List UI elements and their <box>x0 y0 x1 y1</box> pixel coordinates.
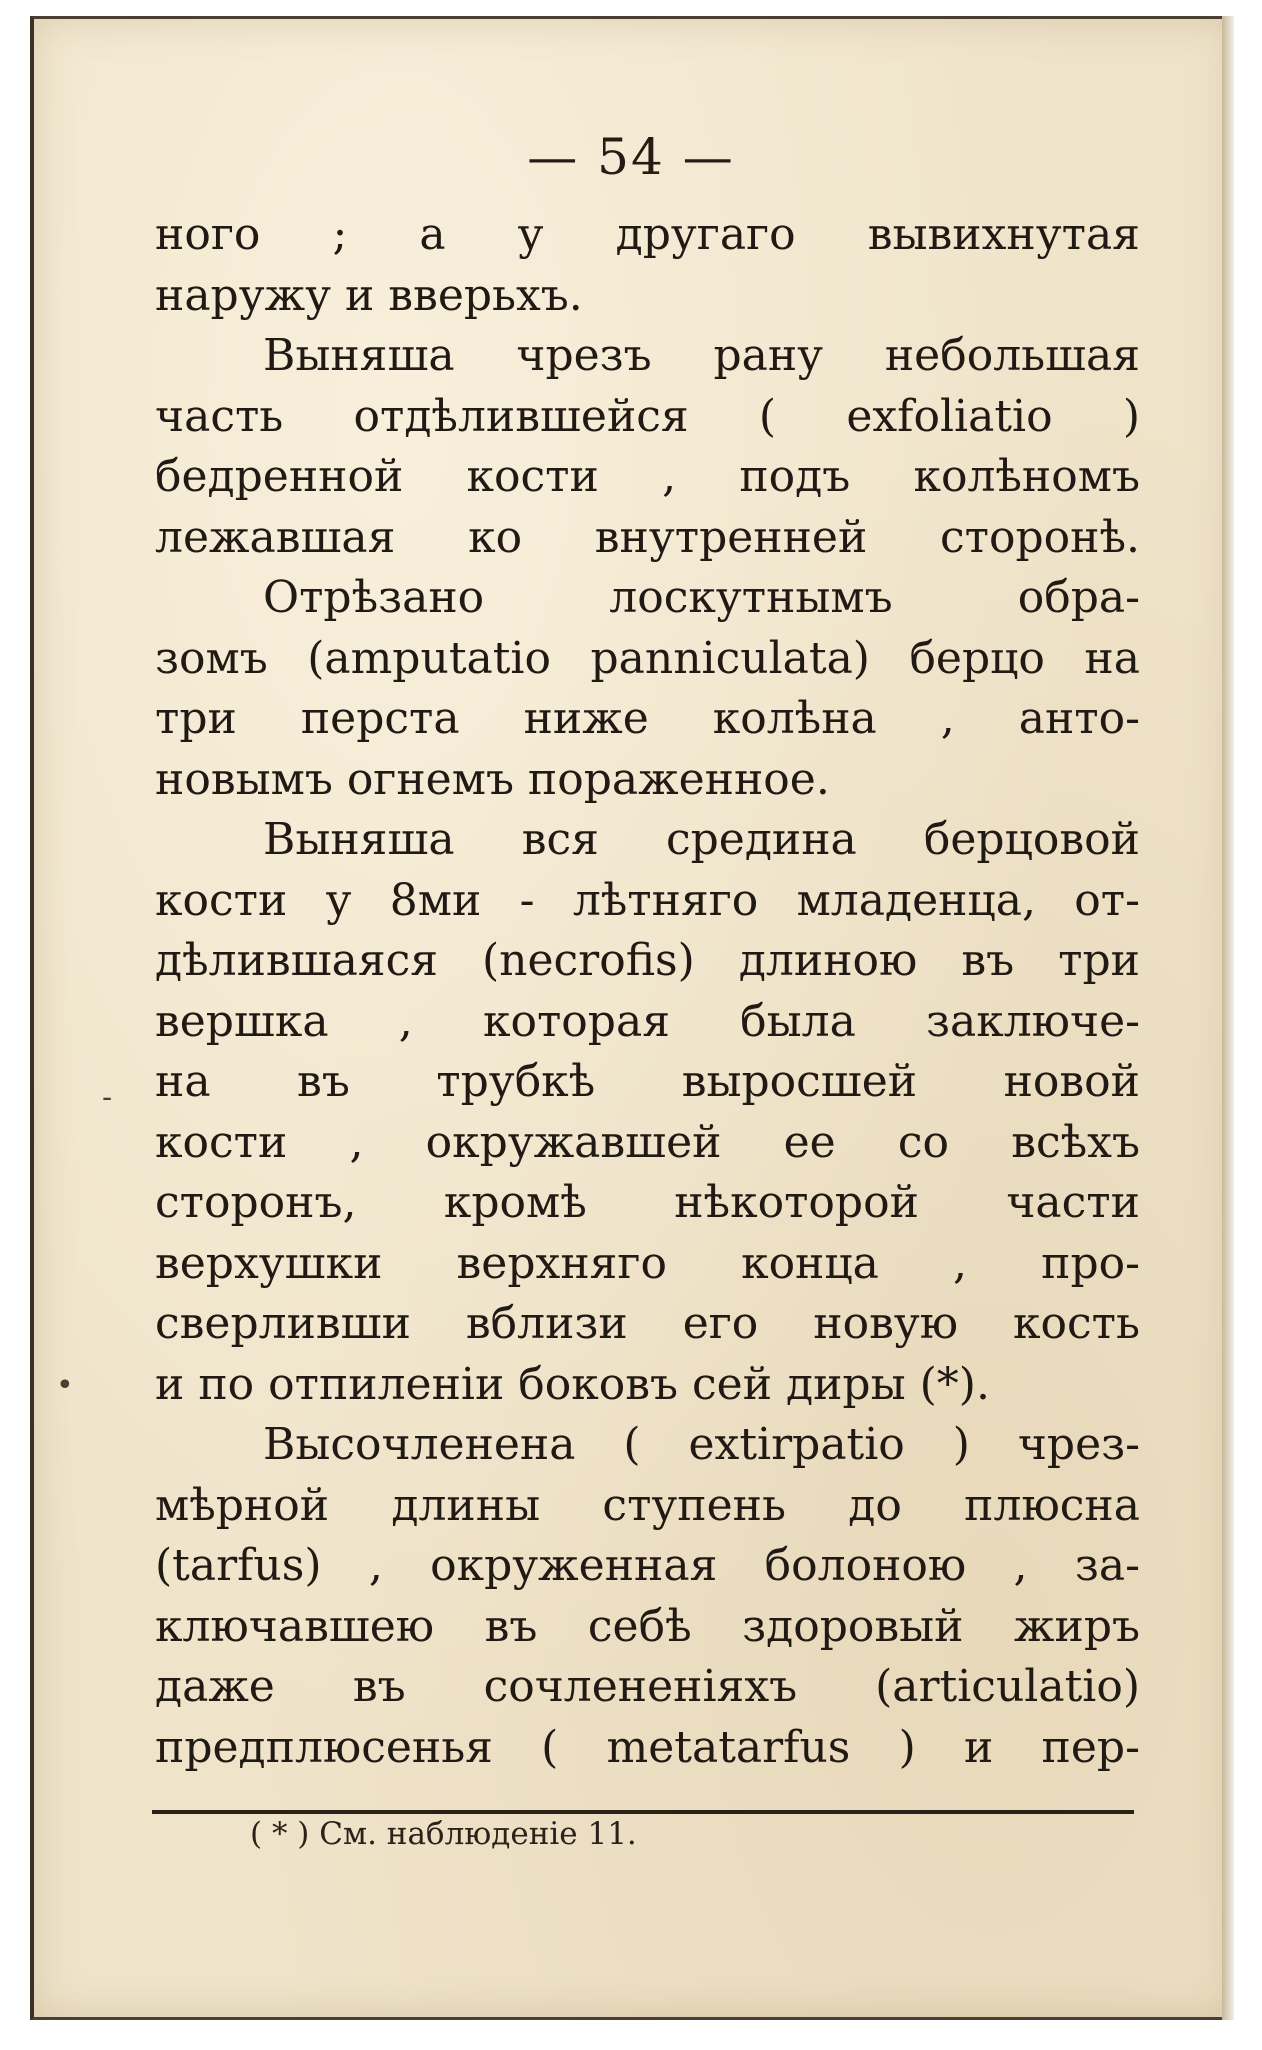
text-word: - <box>519 874 535 926</box>
text-word: ( <box>541 1721 559 1773</box>
text-word: а <box>419 209 446 260</box>
text-word: кости <box>155 1116 288 1168</box>
text-word: вблизи <box>465 1298 628 1349</box>
text-line <box>155 1536 1140 1597</box>
text-word: дѣлившаяся <box>155 935 438 986</box>
text-word: 8ми <box>389 874 482 926</box>
text-word: со <box>897 1116 950 1168</box>
text-line <box>155 1355 1140 1416</box>
text-word: отдѣлившейся <box>353 390 689 442</box>
text-word: , <box>349 1116 364 1168</box>
text-word: даже <box>155 1661 275 1712</box>
text-word: окружавшей <box>425 1116 722 1168</box>
text-word: metatarfus <box>606 1721 851 1773</box>
text-word: и <box>963 1721 994 1773</box>
text-line <box>155 1294 1140 1355</box>
text-word: въ <box>297 1056 350 1107</box>
text-word: ступень <box>602 1479 786 1531</box>
text-word: жиръ <box>1014 1600 1140 1652</box>
text-word: Отрѣзано <box>263 572 485 623</box>
margin-mark: • <box>56 1368 74 1403</box>
text-word: длиною <box>738 935 918 986</box>
text-word: окруженная <box>430 1540 718 1591</box>
text-line <box>155 508 1140 569</box>
text-word: у <box>517 209 544 260</box>
text-line <box>155 387 1140 448</box>
text-word: предплюсенья <box>155 1721 493 1773</box>
text-word: его <box>682 1298 759 1349</box>
text-word: небольшая <box>884 330 1140 381</box>
text-word: три <box>1058 935 1140 986</box>
footnote-rule <box>152 1810 1134 1814</box>
text-word: за- <box>1074 1540 1140 1591</box>
text-word: кости <box>466 451 599 502</box>
page-edge <box>1222 16 1234 2020</box>
text-word: въ <box>961 935 1015 986</box>
text-line <box>155 447 1140 508</box>
text-word: ниже <box>523 693 649 744</box>
text-word: зомъ <box>155 632 268 684</box>
text-word: вершка <box>155 995 329 1047</box>
text-word: чрез- <box>1017 1419 1140 1470</box>
text-word: вся <box>521 814 599 865</box>
text-word: ( <box>623 1419 641 1470</box>
text-word: (tarfus) <box>155 1540 322 1591</box>
text-word: верхушки <box>155 1237 383 1289</box>
footnote: ( * ) См. наблюденіе 11. <box>250 1816 637 1852</box>
text-line <box>155 871 1140 932</box>
text-line <box>155 689 1140 750</box>
text-word: (amputatio <box>307 632 551 684</box>
text-word: , <box>398 995 413 1047</box>
text-word: кости <box>155 874 288 926</box>
text-word: младенца, <box>796 874 1036 926</box>
text-line <box>155 1476 1140 1537</box>
text-word: (articulatio) <box>875 1661 1140 1712</box>
text-word: кромѣ <box>443 1177 587 1228</box>
margin-mark: - <box>102 1080 113 1115</box>
text-word: въ <box>352 1661 406 1712</box>
text-word: новой <box>1003 1056 1140 1107</box>
text-word: другаго <box>615 209 796 260</box>
text-word: рану <box>713 330 824 381</box>
text-word: лежавшая <box>155 511 396 563</box>
text-word: болоною <box>764 1540 967 1591</box>
text-word: ного <box>155 209 261 260</box>
text-word: , <box>940 693 955 744</box>
text-line <box>155 1234 1140 1295</box>
text-word: длины <box>391 1479 541 1531</box>
text-word: плюсна <box>964 1479 1140 1531</box>
text-word: анто- <box>1018 693 1140 744</box>
text-word: extirpatio <box>688 1419 905 1470</box>
text-word: , <box>368 1540 383 1591</box>
text-word: выросшей <box>681 1056 918 1107</box>
text-word: сверливши <box>155 1298 411 1349</box>
text-line <box>155 992 1140 1053</box>
text-word: (necrofis) <box>482 935 695 986</box>
text-word: до <box>848 1479 902 1531</box>
text-word: Выняша <box>263 814 455 865</box>
text-word: здоровый <box>742 1600 964 1652</box>
text-word: внутренней <box>594 511 868 563</box>
text-line-content: новымъ огнемъ пораженное. <box>155 753 830 805</box>
text-word: ключавшею <box>155 1600 435 1652</box>
text-word: берцовой <box>923 814 1140 865</box>
page-number: — 54 — <box>527 128 735 186</box>
text-word: у <box>325 874 352 926</box>
text-line <box>155 1597 1140 1658</box>
text-word: лѣтняго <box>572 874 759 926</box>
text-word: бедренной <box>155 451 404 502</box>
text-line <box>155 1415 1140 1476</box>
text-word: конца <box>741 1237 879 1289</box>
text-word: заключе- <box>926 995 1140 1047</box>
text-word: ( <box>758 390 777 442</box>
text-word: колѣномъ <box>913 451 1140 502</box>
text-word: лоскутнымъ <box>609 572 893 623</box>
text-word: вывихнутая <box>867 209 1140 260</box>
text-line-content: и по отпиленіи боковъ сей диры (*). <box>155 1358 990 1410</box>
text-line <box>155 326 1140 387</box>
text-word: берцо <box>909 632 1045 684</box>
text-word: на <box>1084 632 1140 684</box>
text-word: на <box>155 1056 211 1107</box>
text-word: сторонѣ. <box>940 511 1140 563</box>
text-word: мѣрной <box>155 1479 330 1531</box>
text-word: про- <box>1041 1237 1140 1289</box>
text-word: panniculata) <box>590 632 870 684</box>
text-line <box>155 629 1140 690</box>
text-word: новую <box>813 1298 959 1349</box>
text-line <box>155 1657 1140 1718</box>
text-line <box>155 568 1140 629</box>
text-word: , <box>662 451 677 502</box>
text-word: exfoliatio <box>846 390 1053 442</box>
text-word: въ <box>484 1600 538 1652</box>
text-word: ; <box>332 209 348 260</box>
text-word: чрезъ <box>516 330 652 381</box>
text-word: ) <box>952 1419 970 1470</box>
text-word: кость <box>1013 1298 1140 1349</box>
text-word: сочлененіяхъ <box>483 1661 798 1712</box>
text-line <box>155 810 1140 871</box>
text-line <box>155 1052 1140 1113</box>
text-word: подъ <box>739 451 851 502</box>
text-line <box>155 266 1140 327</box>
text-word: была <box>740 995 856 1047</box>
text-word: , <box>1013 1540 1028 1591</box>
text-line-content: наружу и вверьхъ. <box>155 269 583 321</box>
text-word: , <box>953 1237 968 1289</box>
text-word: которая <box>482 995 670 1047</box>
text-word: ) <box>1122 390 1140 442</box>
text-word: три <box>155 693 237 744</box>
text-word: средина <box>665 814 857 865</box>
text-word: Высочленена <box>263 1419 576 1470</box>
text-word: часть <box>155 390 284 442</box>
text-line <box>155 931 1140 992</box>
text-word: ко <box>468 511 523 563</box>
text-word: верхняго <box>456 1237 667 1289</box>
text-word: всѣхъ <box>1011 1116 1140 1168</box>
text-word: части <box>1006 1177 1140 1228</box>
text-word: ) <box>898 1721 916 1773</box>
body-text <box>155 205 1140 1778</box>
text-word: нѣкоторой <box>674 1177 919 1228</box>
text-word: сторонъ, <box>155 1177 357 1228</box>
text-word: трубкѣ <box>436 1056 596 1107</box>
text-word: пер- <box>1041 1721 1140 1773</box>
text-word: ее <box>783 1116 836 1168</box>
text-line <box>155 1718 1140 1779</box>
text-word: обра- <box>1017 572 1140 623</box>
text-line <box>155 1113 1140 1174</box>
text-word: от- <box>1074 874 1140 926</box>
text-word: Выняша <box>263 330 455 381</box>
text-line <box>155 205 1140 266</box>
text-line <box>155 750 1140 811</box>
text-line <box>155 1173 1140 1234</box>
text-word: перста <box>300 693 460 744</box>
text-word: колѣна <box>712 693 877 744</box>
text-word: себѣ <box>587 1600 692 1652</box>
